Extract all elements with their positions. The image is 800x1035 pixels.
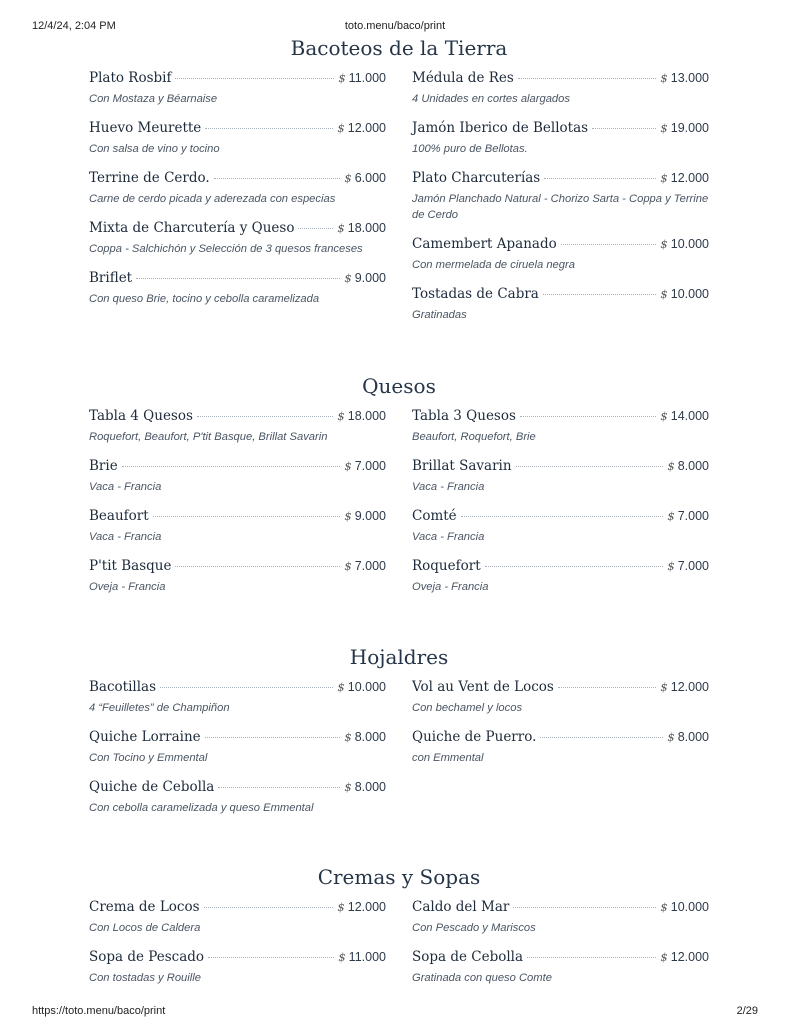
dish-description: Beaufort, Roquefort, Brie bbox=[412, 431, 536, 443]
leader-dots bbox=[208, 957, 334, 958]
dish-price bbox=[344, 459, 386, 474]
price-amount: 11 bbox=[348, 71, 362, 85]
dish-name: Comté bbox=[412, 508, 457, 524]
currency-symbol: $ bbox=[660, 71, 668, 85]
menu-item-row bbox=[89, 170, 386, 190]
dish-price bbox=[667, 459, 709, 474]
price-amount: 18 bbox=[347, 221, 362, 235]
leader-dots bbox=[527, 957, 656, 958]
menu-section bbox=[89, 372, 709, 608]
dish-price bbox=[667, 509, 709, 524]
currency-symbol: $ bbox=[660, 121, 668, 135]
price-decimals: .000 bbox=[361, 71, 386, 85]
dish-name: P'tit Basque bbox=[89, 558, 172, 574]
leader-dots bbox=[485, 566, 664, 567]
price-decimals: .000 bbox=[361, 680, 386, 694]
menu-item-row bbox=[89, 729, 386, 749]
dish-description: Vaca - Francia bbox=[412, 481, 485, 493]
menu-item bbox=[412, 949, 709, 986]
price-decimals: .000 bbox=[361, 780, 386, 794]
dish-name: Tostadas de Cabra bbox=[412, 286, 539, 302]
menu-item bbox=[89, 270, 386, 307]
currency-symbol: $ bbox=[667, 509, 675, 523]
menu-item-row bbox=[412, 236, 709, 256]
dish-description: Con Locos de Caldera bbox=[89, 922, 201, 934]
leader-dots bbox=[518, 78, 657, 79]
dish-name: Plato Rosbif bbox=[89, 70, 172, 86]
dish-name: Tabla 3 Quesos bbox=[412, 408, 516, 424]
currency-symbol: $ bbox=[337, 409, 345, 423]
dish-description: Roquefort, Beaufort, P'tit Basque, Brillat Savarin bbox=[89, 431, 328, 443]
price-amount: 9 bbox=[354, 509, 362, 523]
price-decimals: .000 bbox=[361, 559, 386, 573]
currency-symbol: $ bbox=[660, 950, 668, 964]
currency-symbol: $ bbox=[338, 71, 346, 85]
currency-symbol: $ bbox=[344, 730, 352, 744]
dish-name: Plato Charcuterías bbox=[412, 170, 541, 186]
dish-description: Vaca - Francia bbox=[89, 531, 162, 543]
menu-column-right bbox=[412, 899, 709, 999]
menu-item bbox=[412, 729, 709, 766]
leader-dots bbox=[204, 907, 334, 908]
price-amount: 7 bbox=[677, 559, 685, 573]
leader-dots bbox=[544, 178, 656, 179]
menu-item-row bbox=[412, 899, 709, 919]
dish-price bbox=[667, 730, 709, 745]
leader-dots bbox=[214, 178, 341, 179]
price-decimals: .000 bbox=[361, 509, 386, 523]
menu-item bbox=[412, 558, 709, 595]
currency-symbol: $ bbox=[660, 171, 668, 185]
dish-description: Vaca - Francia bbox=[412, 531, 485, 543]
dish-price bbox=[337, 221, 386, 236]
price-decimals: .000 bbox=[684, 121, 709, 135]
menu-column-left bbox=[89, 408, 386, 608]
price-amount: 19 bbox=[670, 121, 685, 135]
price-decimals: .000 bbox=[361, 121, 386, 135]
price-decimals: .000 bbox=[684, 950, 709, 964]
footer-url: https://toto.menu/baco/print bbox=[32, 1005, 166, 1017]
price-amount: 7 bbox=[677, 509, 685, 523]
menu-item-row bbox=[412, 679, 709, 699]
menu-item bbox=[412, 679, 709, 716]
menu-item bbox=[412, 286, 709, 323]
dish-price bbox=[344, 171, 386, 186]
menu-item bbox=[89, 729, 386, 766]
menu-item bbox=[89, 408, 386, 445]
dish-name: Sopa de Pescado bbox=[89, 949, 205, 965]
price-amount: 11 bbox=[348, 950, 362, 964]
section-title: Cremas y Sopas bbox=[317, 865, 481, 889]
menu-item-row bbox=[89, 899, 386, 919]
menu-item-row bbox=[89, 558, 386, 578]
dish-name: Roquefort bbox=[412, 558, 481, 574]
currency-symbol: $ bbox=[667, 730, 675, 744]
dish-description: Con cebolla caramelizada y queso Emmental bbox=[89, 802, 314, 814]
price-amount: 14 bbox=[670, 409, 685, 423]
section-title: Bacoteos de la Tierra bbox=[290, 36, 508, 60]
menu-item bbox=[89, 170, 386, 207]
price-decimals: .000 bbox=[684, 509, 709, 523]
menu-item bbox=[412, 170, 709, 223]
dish-description: Con tostadas y Rouille bbox=[89, 972, 201, 984]
leader-dots bbox=[543, 294, 657, 295]
dish-description: Oveja - Francia bbox=[412, 581, 489, 593]
dish-price bbox=[344, 509, 386, 524]
price-amount: 8 bbox=[354, 730, 362, 744]
print-url: toto.menu/baco/print bbox=[344, 20, 446, 32]
currency-symbol: $ bbox=[344, 509, 352, 523]
price-decimals: .000 bbox=[684, 409, 709, 423]
leader-dots bbox=[516, 466, 664, 467]
section-title: Hojaldres bbox=[349, 645, 449, 669]
menu-item bbox=[412, 408, 709, 445]
dish-price bbox=[660, 409, 709, 424]
dish-price bbox=[337, 121, 386, 136]
leader-dots bbox=[160, 687, 333, 688]
dish-name: Sopa de Cebolla bbox=[412, 949, 524, 965]
dish-name: Caldo del Mar bbox=[412, 899, 510, 915]
menu-item-row bbox=[412, 120, 709, 140]
menu-item-row bbox=[412, 286, 709, 306]
price-amount: 10 bbox=[670, 900, 685, 914]
menu-section bbox=[89, 863, 709, 999]
menu-item bbox=[89, 508, 386, 545]
price-amount: 9 bbox=[354, 271, 362, 285]
menu-column-left bbox=[89, 679, 386, 829]
menu-item-row bbox=[412, 558, 709, 578]
menu-item-row bbox=[412, 729, 709, 749]
currency-symbol: $ bbox=[344, 459, 352, 473]
menu-item bbox=[412, 120, 709, 157]
section-grid bbox=[89, 679, 709, 829]
price-decimals: .000 bbox=[684, 171, 709, 185]
print-timestamp: 12/4/24, 2:04 PM bbox=[32, 20, 116, 32]
price-decimals: .000 bbox=[361, 221, 386, 235]
section-grid bbox=[89, 408, 709, 608]
currency-symbol: $ bbox=[667, 459, 675, 473]
price-decimals: .000 bbox=[684, 680, 709, 694]
currency-symbol: $ bbox=[344, 780, 352, 794]
menu-column-left bbox=[89, 70, 386, 336]
dish-name: Médula de Res bbox=[412, 70, 514, 86]
dish-description: Jamón Planchado Natural - Chorizo Sarta - Coppa y Terrine de Cerdo bbox=[412, 193, 709, 221]
price-amount: 10 bbox=[347, 680, 362, 694]
menu-item-row bbox=[412, 458, 709, 478]
menu-item bbox=[412, 236, 709, 273]
menu-item bbox=[412, 508, 709, 545]
currency-symbol: $ bbox=[337, 121, 345, 135]
price-amount: 8 bbox=[677, 459, 685, 473]
price-decimals: .000 bbox=[684, 287, 709, 301]
leader-dots bbox=[540, 737, 663, 738]
currency-symbol: $ bbox=[344, 559, 352, 573]
menu-item-row bbox=[89, 70, 386, 90]
price-decimals: .000 bbox=[361, 730, 386, 744]
menu-item-row bbox=[412, 508, 709, 528]
currency-symbol: $ bbox=[660, 680, 668, 694]
dish-price bbox=[660, 287, 709, 302]
section-grid bbox=[89, 899, 709, 999]
currency-symbol: $ bbox=[660, 237, 668, 251]
dish-price bbox=[660, 171, 709, 186]
dish-price bbox=[344, 271, 386, 286]
dish-name: Camembert Apanado bbox=[412, 236, 557, 252]
dish-price bbox=[344, 559, 386, 574]
dish-name: Crema de Locos bbox=[89, 899, 200, 915]
leader-dots bbox=[197, 416, 334, 417]
price-amount: 7 bbox=[354, 559, 362, 573]
section-grid bbox=[89, 70, 709, 336]
price-amount: 10 bbox=[670, 287, 685, 301]
menu-column-right bbox=[412, 70, 709, 336]
dish-name: Quiche de Puerro. bbox=[412, 729, 537, 745]
price-decimals: .000 bbox=[361, 409, 386, 423]
menu-item bbox=[89, 120, 386, 157]
dish-description: 4 “Feuilletes” de Champiñon bbox=[89, 702, 230, 714]
dish-description: Oveja - Francia bbox=[89, 581, 166, 593]
menu-section bbox=[89, 643, 709, 829]
price-amount: 12 bbox=[670, 950, 685, 964]
leader-dots bbox=[122, 466, 341, 467]
currency-symbol: $ bbox=[338, 950, 346, 964]
menu-item-row bbox=[89, 508, 386, 528]
dish-name: Bacotillas bbox=[89, 679, 157, 695]
dish-name: Terrine de Cerdo. bbox=[89, 170, 210, 186]
print-footer bbox=[32, 1005, 758, 1019]
currency-symbol: $ bbox=[337, 221, 345, 235]
price-decimals: .000 bbox=[361, 459, 386, 473]
menu-column-left bbox=[89, 899, 386, 999]
menu-item bbox=[89, 949, 386, 986]
menu-item-row bbox=[412, 70, 709, 90]
currency-symbol: $ bbox=[660, 287, 668, 301]
dish-price bbox=[660, 680, 709, 695]
dish-description: Vaca - Francia bbox=[89, 481, 162, 493]
price-decimals: .000 bbox=[684, 900, 709, 914]
price-amount: 12 bbox=[347, 121, 362, 135]
leader-dots bbox=[205, 128, 333, 129]
dish-description: Gratinadas bbox=[412, 309, 467, 321]
dish-price bbox=[344, 780, 386, 795]
dish-price bbox=[338, 950, 386, 965]
menu-item bbox=[89, 679, 386, 716]
price-amount: 8 bbox=[677, 730, 685, 744]
leader-dots bbox=[175, 566, 340, 567]
currency-symbol: $ bbox=[660, 900, 668, 914]
dish-price bbox=[660, 121, 709, 136]
menu-section bbox=[89, 34, 709, 336]
dish-price bbox=[338, 71, 386, 86]
price-decimals: .000 bbox=[684, 730, 709, 744]
dish-price bbox=[660, 950, 709, 965]
section-title: Quesos bbox=[362, 374, 436, 398]
menu-item bbox=[412, 899, 709, 936]
leader-dots bbox=[205, 737, 341, 738]
dish-price bbox=[337, 900, 386, 915]
menu-item bbox=[89, 779, 386, 816]
currency-symbol: $ bbox=[344, 171, 352, 185]
currency-symbol: $ bbox=[660, 409, 668, 423]
dish-price bbox=[660, 71, 709, 86]
price-decimals: .000 bbox=[361, 171, 386, 185]
dish-name: Briflet bbox=[89, 270, 133, 286]
menu-item bbox=[89, 70, 386, 107]
dish-description: Coppa - Salchichón y Selección de 3 quesos franceses bbox=[89, 243, 363, 255]
leader-dots bbox=[513, 907, 656, 908]
menu-item-row bbox=[89, 408, 386, 428]
price-decimals: .000 bbox=[361, 950, 386, 964]
dish-name: Beaufort bbox=[89, 508, 149, 524]
price-amount: 10 bbox=[670, 237, 685, 251]
leader-dots bbox=[153, 516, 341, 517]
dish-name: Mixta de Charcutería y Queso bbox=[89, 220, 295, 236]
leader-dots bbox=[136, 278, 340, 279]
dish-name: Quiche Lorraine bbox=[89, 729, 201, 745]
menu-item-row bbox=[412, 949, 709, 969]
dish-description: 4 Unidades en cortes alargados bbox=[412, 93, 570, 105]
dish-price bbox=[337, 680, 386, 695]
leader-dots bbox=[592, 128, 656, 129]
menu-item-row bbox=[89, 270, 386, 290]
menu-column-right bbox=[412, 408, 709, 608]
price-decimals: .000 bbox=[361, 271, 386, 285]
page-number: 2/29 bbox=[736, 1005, 758, 1017]
leader-dots bbox=[561, 244, 657, 245]
menu-item bbox=[89, 558, 386, 595]
dish-name: Vol au Vent de Locos bbox=[412, 679, 554, 695]
menu-column-right bbox=[412, 679, 709, 829]
dish-description: con Emmental bbox=[412, 752, 484, 764]
dish-description: Con bechamel y locos bbox=[412, 702, 523, 714]
price-amount: 7 bbox=[354, 459, 362, 473]
price-decimals: .000 bbox=[361, 900, 386, 914]
menu-item bbox=[89, 220, 386, 257]
dish-name: Brillat Savarin bbox=[412, 458, 512, 474]
price-amount: 8 bbox=[354, 780, 362, 794]
currency-symbol: $ bbox=[344, 271, 352, 285]
menu-item bbox=[89, 458, 386, 495]
leader-dots bbox=[520, 416, 657, 417]
dish-description: Carne de cerdo picada y aderezada con especias bbox=[89, 193, 336, 205]
dish-description: Con Pescado y Mariscos bbox=[412, 922, 536, 934]
dish-description: Con queso Brie, tocino y cebolla caramelizada bbox=[89, 293, 320, 305]
leader-dots bbox=[461, 516, 664, 517]
dish-name: Jamón Iberico de Bellotas bbox=[412, 120, 589, 136]
dish-description: Con salsa de vino y tocino bbox=[89, 143, 220, 155]
dish-price bbox=[667, 559, 709, 574]
price-decimals: .000 bbox=[684, 559, 709, 573]
print-header bbox=[32, 20, 758, 34]
price-amount: 6 bbox=[354, 171, 362, 185]
menu-item-row bbox=[89, 779, 386, 799]
dish-name: Brie bbox=[89, 458, 118, 474]
leader-dots bbox=[298, 228, 333, 229]
dish-name: Quiche de Cebolla bbox=[89, 779, 215, 795]
leader-dots bbox=[558, 687, 657, 688]
dish-description: 100% puro de Bellotas. bbox=[412, 143, 528, 155]
dish-price bbox=[660, 900, 709, 915]
price-amount: 12 bbox=[670, 680, 685, 694]
price-decimals: .000 bbox=[684, 459, 709, 473]
menu-item-row bbox=[412, 170, 709, 190]
menu-item-row bbox=[412, 408, 709, 428]
menu-item-row bbox=[89, 679, 386, 699]
leader-dots bbox=[175, 78, 334, 79]
dish-description: Con Tocino y Emmental bbox=[89, 752, 208, 764]
price-amount: 12 bbox=[670, 171, 685, 185]
dish-price bbox=[337, 409, 386, 424]
price-amount: 13 bbox=[670, 71, 685, 85]
price-amount: 18 bbox=[347, 409, 362, 423]
menu-item bbox=[412, 70, 709, 107]
dish-price bbox=[660, 237, 709, 252]
currency-symbol: $ bbox=[667, 559, 675, 573]
currency-symbol: $ bbox=[337, 680, 345, 694]
dish-description: Con Mostaza y Béarnaise bbox=[89, 93, 218, 105]
dish-name: Tabla 4 Quesos bbox=[89, 408, 193, 424]
menu-item-row bbox=[89, 949, 386, 969]
menu-item-row bbox=[89, 120, 386, 140]
leader-dots bbox=[218, 787, 340, 788]
menu-item bbox=[412, 458, 709, 495]
price-amount: 12 bbox=[347, 900, 362, 914]
price-decimals: .000 bbox=[684, 71, 709, 85]
price-decimals: .000 bbox=[684, 237, 709, 251]
currency-symbol: $ bbox=[337, 900, 345, 914]
menu-item bbox=[89, 899, 386, 936]
menu-item-row bbox=[89, 458, 386, 478]
dish-description: Con mermelada de ciruela negra bbox=[412, 259, 575, 271]
dish-price bbox=[344, 730, 386, 745]
dish-description: Gratinada con queso Comte bbox=[412, 972, 552, 984]
dish-name: Huevo Meurette bbox=[89, 120, 202, 136]
menu-item-row bbox=[89, 220, 386, 240]
